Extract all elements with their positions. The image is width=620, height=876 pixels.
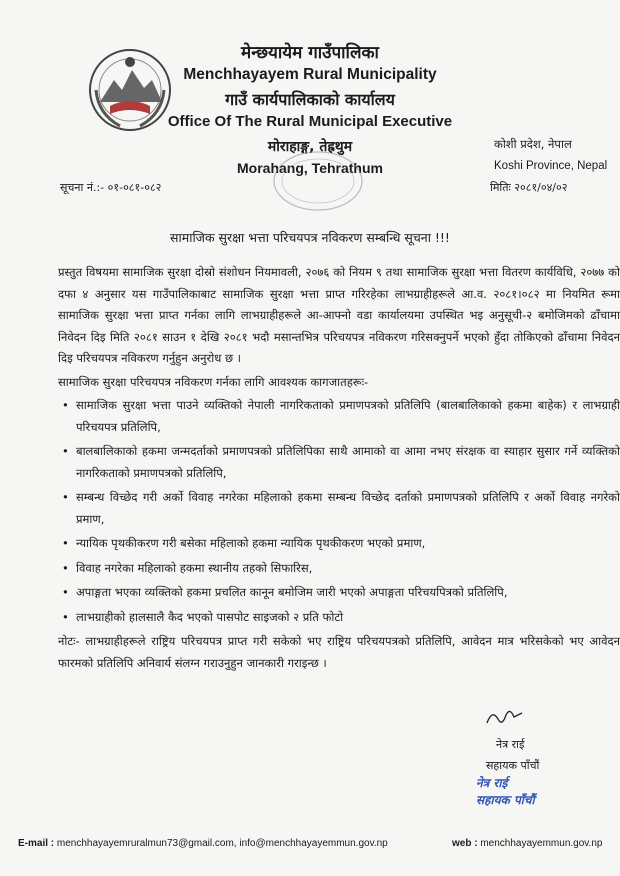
signatory-name: नेत्र राई: [496, 738, 525, 751]
notice-number-label: सूचना नं.:-: [60, 181, 105, 194]
stamp-title: सहायक पाँचौं: [476, 793, 535, 807]
web-address: menchhayayemmun.gov.np: [480, 838, 603, 849]
notice-number: [60, 180, 161, 195]
date-label: मितिः: [490, 181, 511, 194]
province-english: Koshi Province, Nepal: [494, 160, 608, 172]
main-paragraph: प्रस्तुत विषयमा सामाजिक सुरक्षा दोस्रो संशोधन नियमावली, २०७६ को नियम ९ तथा सामाजिक सुरक्षा भत्ता वितरण कार्यविधि, २०७७ को दफा ४ अनुसार यस गाउँपालिकाबाट सामाजिक सुरक्षा भत्ता प्राप्त गरिरहेका लाभग्राहीहरूले आ.व. २०८१।०८२ मा नियमित रूमा सामाजिक सुरक्षा भत्ता प्राप्त गर्नका लागि लाभग्राहीहरूले आ-आफ्नो वडा कार्यालयमा उपस्थित भइ अनुसूची-२ बमोजिमको ढाँचामा निवेदन दिइ मिति २०८१ साउन १ देखि २०८१ भदौ मसान्तभित्र परिचयपत्र नविकरण गरिसक्नुपर्ने भएको हुँदा तोकिएको ढाँचामा निवेदन दिइ परिचयपत्र नविकरण गर्नुहुन अनुरोध छ ।: [58, 265, 620, 365]
list-item: • सामाजिक सुरक्षा भत्ता पाउने व्यक्तिको नेपाली नागरिकताको प्रमाणपत्रको प्रतिलिपि (बालबालिकाको हकमा बाहेक) र लाभग्राही परिचयपत्र प्रतिलिपि,: [58, 395, 620, 438]
notice-number-value: ०१-०८१-०८२: [107, 181, 162, 194]
bullet-icon: •: [62, 560, 69, 575]
list-item: • बालबालिकाको हकमा जन्मदर्ताको प्रमाणपत्रको प्रतिलिपिका साथै आमाको वा आमा नभए संरक्षक वा स्याहार सुसार गर्ने व्यक्तिको नागरिकताको प्रमाणपत्रको प्रतिलिपि,: [58, 441, 620, 484]
notice-subject: सामाजिक सुरक्षा भत्ता परिचयपत्र नविकरण सम्बन्धि सूचना !!!: [170, 230, 450, 245]
office-name-nepali: गाउँ कार्यपालिकाको कार्यालय: [225, 90, 395, 109]
web-label: web :: [452, 838, 478, 849]
place-nepali: मोराहाङ्ग, तेह्रथुम: [267, 139, 353, 155]
list-item: • न्यायिक पृथकीकरण गरी बसेका महिलाको हकमा न्यायिक पृथकीकरण भएको प्रमाण,: [58, 533, 620, 555]
municipality-name-nepali: मेन्छयायेम गाउँपालिका: [241, 43, 379, 63]
list-item: • विवाह नगरेका महिलाको हकमा स्थानीय तहको सिफारिस,: [58, 558, 620, 580]
province-nepali: कोशी प्रदेश, नेपाल: [494, 137, 572, 151]
bullet-icon: •: [62, 536, 69, 550]
notice-date: [490, 180, 567, 195]
bullet-icon: •: [62, 398, 69, 412]
email-addresses: menchhayayemruralmun73@gmail.com, info@menchhayayemmun.gov.np: [56, 838, 388, 849]
date-value: २०८१/०४/०२: [514, 181, 568, 194]
website: [452, 838, 602, 849]
list-item: • अपाङ्गता भएका व्यक्तिको हकमा प्रचलित कानून बमोजिम जारी भएको अपाङ्गता परिचयपित्रको प्रतिलिपि,: [58, 582, 620, 604]
office-name-english: Office Of The Rural Municipal Executive: [167, 113, 453, 130]
signature: [484, 705, 524, 731]
bullet-icon: •: [62, 585, 69, 599]
note: नोटः- लाभग्राहीहरूले राष्ट्रिय परिचयपत्र प्राप्त गरी सकेको भए राष्ट्रिय परिचयपत्रको प्रतिलिपि, आवेदन मात्र भरिसकेको भए आवेदन फारमको प्रतिलिपि अनिवार्य संलग्न गराउनुहुन जानकारी गराइन्छ ।: [58, 634, 620, 670]
signatory-title: सहायक पाँचौं: [486, 759, 540, 772]
office-stamp: [272, 150, 364, 212]
bullet-icon: •: [62, 609, 69, 624]
email-label: E-mail :: [18, 838, 55, 849]
documents-heading: सामाजिक सुरक्षा परिचयपत्र नविकरण गर्नका लागि आवश्यक कागजातहरूः-: [58, 374, 369, 389]
place-english: Morahang, Tehrathum: [237, 160, 383, 176]
notice-body: [58, 262, 620, 674]
bullet-icon: •: [62, 444, 69, 458]
footer: [18, 838, 618, 849]
stamp-name: नेत्र राई: [476, 776, 508, 790]
municipality-name-english: Menchhayayem Rural Municipality: [183, 66, 437, 83]
bullet-icon: •: [62, 490, 69, 504]
list-item: • लाभग्राहीको हालसालै कैद भएको पासपोट साइजको २ प्रति फोटो: [58, 607, 620, 629]
list-item: • सम्बन्ध विच्छेद गरी अर्को विवाह नगरेका महिलाको हकमा सम्बन्ध विच्छेद दर्ताको प्रमाणपत्रको प्रतिलिपि र अर्को विवाह नगरेको प्रमाण,: [58, 487, 620, 530]
documents-list: [58, 395, 620, 628]
signatory-stamp: [476, 775, 535, 809]
